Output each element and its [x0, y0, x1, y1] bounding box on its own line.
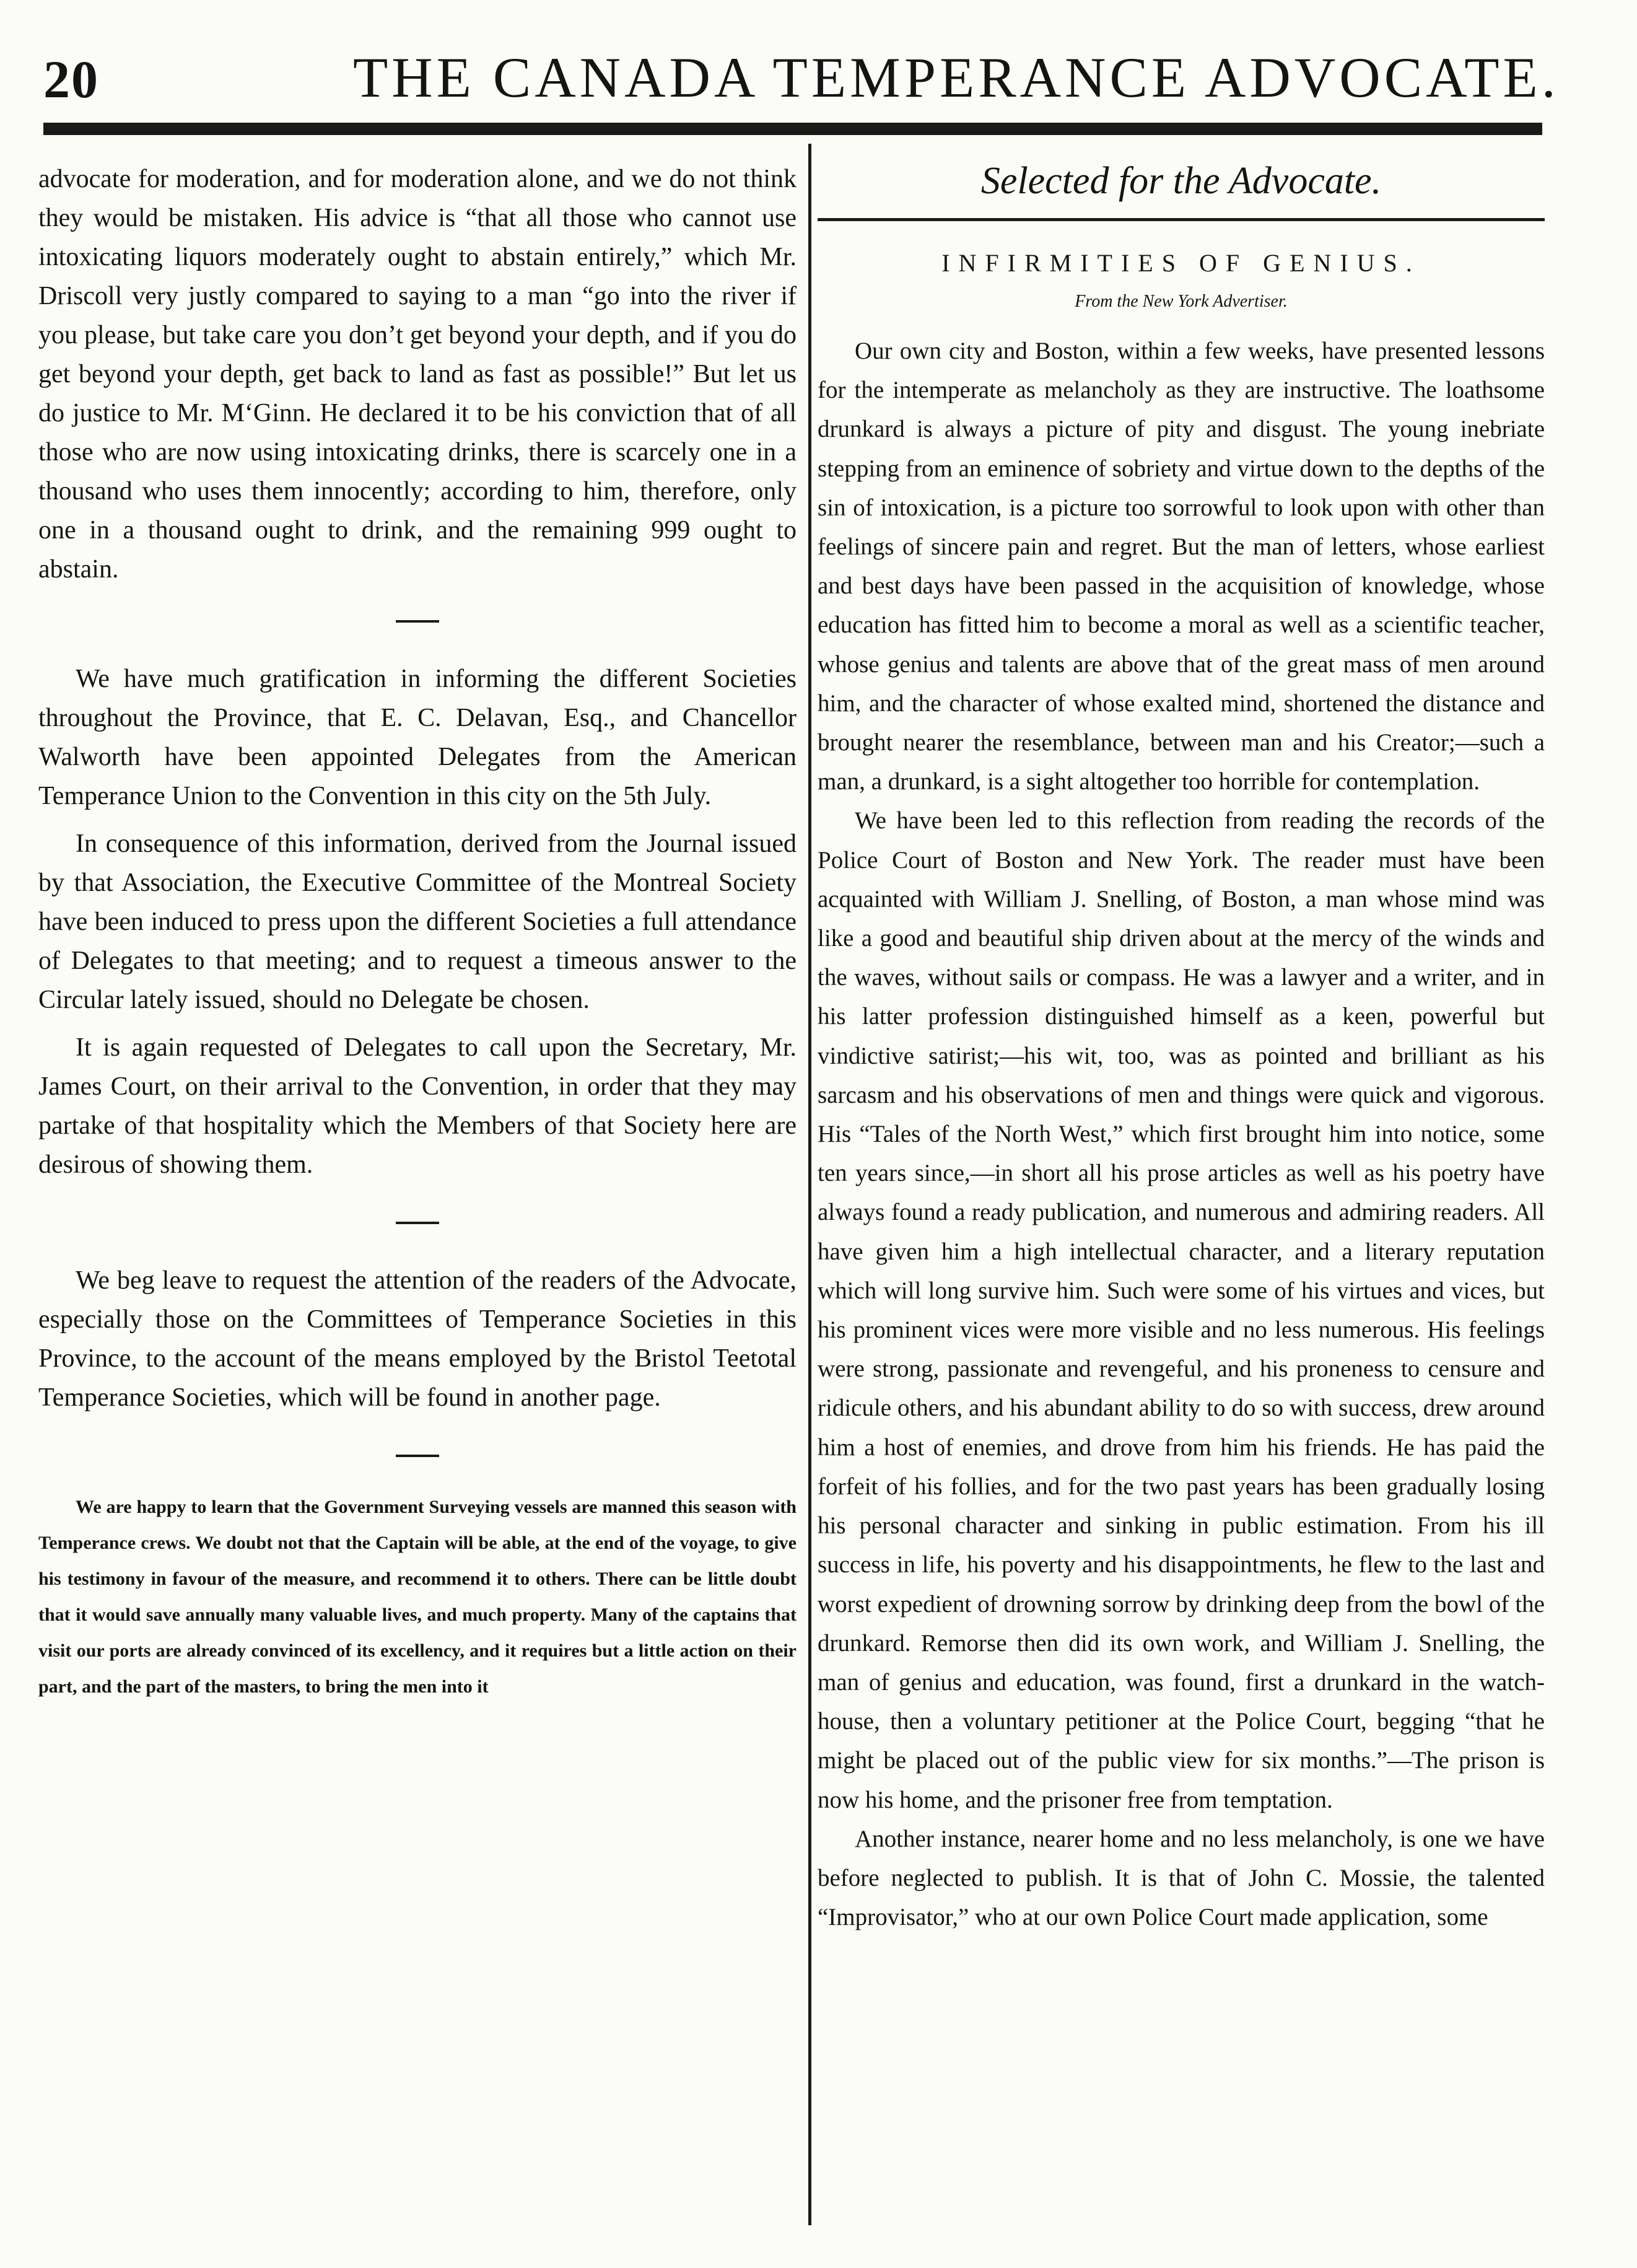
heading-rule [818, 218, 1545, 221]
paragraph-moderation: advocate for moderation, and for moderation alone, and we do not think they would be mistaken. His advice is “that all those who cannot use intoxicating liquors moderately ought to abstain entirely,” which Mr. Driscoll very justly compared to saying to a man “go into the river if you please, but take care you don’t get beyond your depth, and if you do get beyond your depth, get back to land as fast as possible!” But let us do justice to Mr. M‘Ginn. He declared it to be his conviction that of all those who are now using intoxicating drinks, there is scarcely one in a thousand who uses them innocently; according to him, therefore, only one in a thousand ought to drink, and the remaining 999 ought to abstain. [38, 165, 797, 584]
section-divider [396, 1455, 439, 1457]
section-divider [396, 1222, 439, 1224]
paragraph-secretary: It is again requested of Delegates to call upon the Secretary, Mr. James Court, on their arrival to the Convention, in order that they may partake of that hospitality which the Members of that Society here are desirous of showing them. [38, 1033, 797, 1179]
paragraph-genius-3: Another instance, nearer home and no less melancholy, is one we have before neglected to publish. It is that of John C. Mossie, the talented “Improvisator,” who at our own Police Court made application, some [818, 1825, 1545, 1931]
paragraph-surveying-vessels: We are happy to learn that the Government Surveying vessels are manned this season with Temperance crews. We doubt not that the Captain will be able, at the end of the voyage, to give his testimony in favour of the measure, and recommend it to others. There can be little doubt that it would save annually many valuable lives, and much property. Many of the captains that visit our ports are already convinced of its excellency, and it requires but a little action on their part, and the part of the masters, to bring the men into it [38, 1497, 797, 1697]
paragraph-genius-1: Our own city and Boston, within a few weeks, have presented lessons for the intemperate as melancholy as they are instructive. The loathsome drunkard is always a picture of pity and disgust. The young inebriate stepping from an eminence of sobriety and virtue down to the depths of the sin of intoxication, is a picture too sorrowful to look upon with other than feelings of sincere pain and regret. But the man of letters, whose earliest and best days have been passed in the acquisition of knowledge, whose education has fitted him to become a moral as well as a scientific teacher, whose genius and talents are above that of the great mass of men around him, and the character of whose exalted mind, shortened the distance and brought nearer the resemblance, between man and his Creator;—such a man, a drunkard, is a sight altogether too horrible for contemplation. [818, 338, 1545, 795]
header-rule [43, 123, 1542, 135]
column-divider [808, 144, 811, 2225]
paragraph-consequence: In consequence of this information, derived from the Journal issued by that Association, the Executive Committee of the Montreal Society have been induced to press upon the different Societies a full attendance of Delegates to that meeting; and to request a timeous answer to the Circular lately issued, should no Delegate be chosen. [38, 830, 797, 1014]
article-title: INFIRMITIES OF GENIUS. [941, 249, 1421, 277]
left-column [38, 160, 797, 1705]
page-number: 20 [43, 50, 99, 109]
running-title: THE CANADA TEMPERANCE ADVOCATE. [353, 46, 1560, 109]
article-source: From the New York Advertiser. [1075, 292, 1288, 311]
section-divider [396, 620, 439, 623]
paragraph-bristol: We beg leave to request the attention of the readers of the Advocate, especially those on the Committees of Temperance Societies in this Province, to the account of the means employed by the Bristol Teetotal Temperance Societies, which will be found in another page. [38, 1266, 797, 1412]
right-column [818, 160, 1545, 1937]
page-header [43, 31, 1560, 124]
section-heading: Selected for the Advocate. [980, 160, 1382, 202]
paragraph-delegates: We have much gratification in informing the different Societies throughout the Province, that E. C. Delavan, Esq., and Chancellor Walworth have been appointed Delegates from the American Temperance Union to the Convention in this city on the 5th July. [38, 665, 797, 810]
paragraph-genius-2: We have been led to this reflection from reading the records of the Police Court of Boston and New York. The reader must have been acquainted with William J. Snelling, of Boston, a man whose mind was like a good and beautiful ship driven about at the mercy of the winds and the waves, without sails or compass. He was a lawyer and a writer, and in his latter profession distinguished himself as a keen, powerful but vindictive satirist;—his wit, too, was as pointed and brilliant as his sarcasm and his observations of men and things were quick and vigorous. His “Tales of the North West,” which first brought him into notice, some ten years since,—in short all his prose articles as well as his poetry have always found a ready publication, and numerous and admiring readers. All have given him a high intellectual character, and a literary reputation which will long survive him. Such were some of his virtues and vices, but his prominent vices were more visible and no less numerous. His feelings were strong, passionate and revengeful, and his proneness to censure and ridicule others, and his abundant ability to do so with success, drew around him a host of enemies, and drove from him his friends. He has paid the forfeit of his follies, and for the two past years has been gradually losing his personal character and sinking in public estimation. From his ill success in life, his poverty and his disappointments, he flew to the last and worst expedient of drowning sorrow by drinking deep from the bowl of the drunkard. Remorse then did its own work, and William J. Snelling, the man of genius and education, was found, first a drunkard in the watch-house, then a voluntary petitioner at the Police Court, begging “that he might be placed out of the public view for six months.”—The prison is now his home, and the prisoner free from temptation. [818, 807, 1545, 1813]
